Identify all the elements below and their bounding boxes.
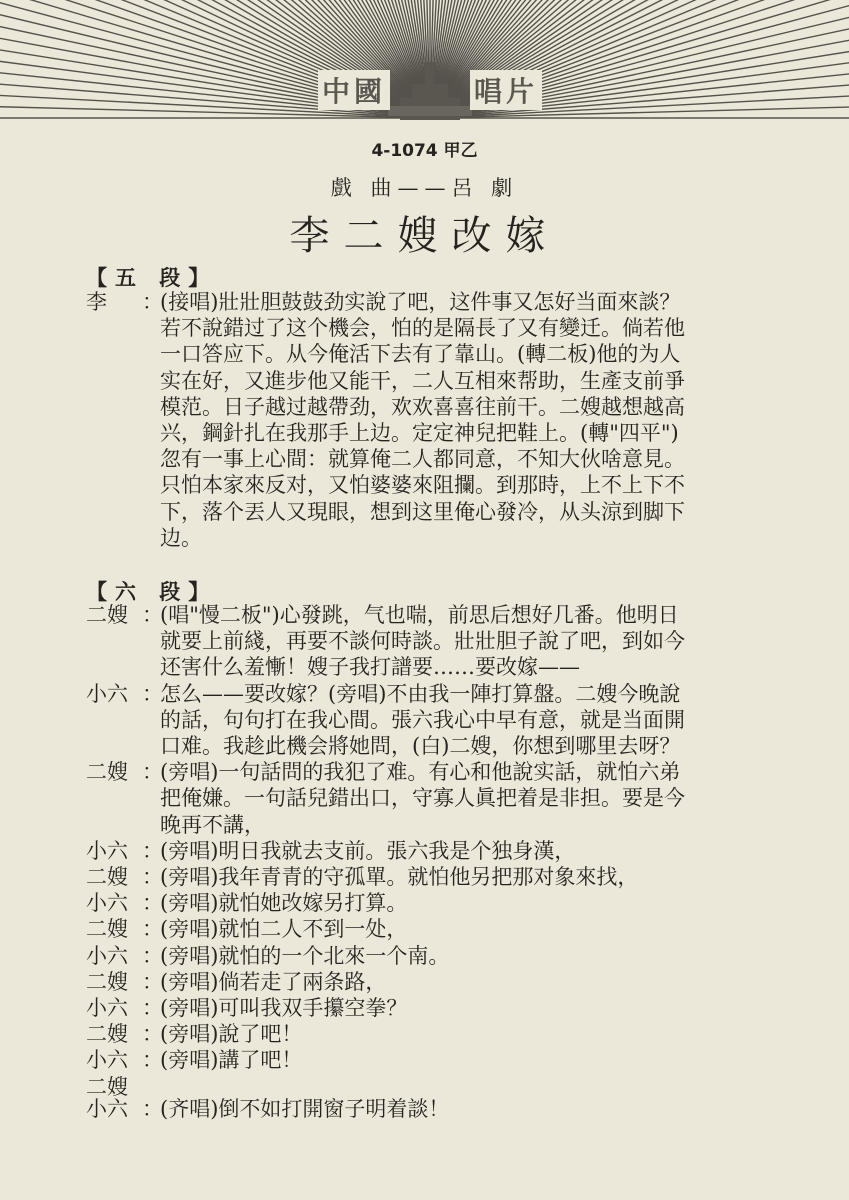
final-speaker-bottom: 小六 [86, 1097, 128, 1121]
lyric-text: (旁唱)可叫我双手攥空拳？ [160, 996, 408, 1020]
section-5-heading: 【五 段】 [86, 265, 218, 290]
speaker-label: 二嫂 [86, 760, 128, 785]
lyric-text: 的話，句句打在我心間。張六我心中早有意，就是当面開 [160, 707, 685, 732]
speaker-label: 二嫂 [86, 865, 128, 889]
lyric-text: (旁唱)就怕二人不到一处， [160, 917, 408, 942]
speaker-label: 二嫂 [86, 1022, 128, 1047]
header-sunburst-banner [0, 0, 849, 130]
lyric-text: 边。 [160, 525, 202, 550]
lyric-text: 模范。日子越过越帶劲，欢欢喜喜往前干。二嫂越想越高 [160, 394, 685, 419]
lyric-text: (旁唱)講了吧！ [160, 1048, 303, 1073]
lyric-text: 还害什么羞慚！嫂子我打譜要……要改嫁—— [160, 655, 580, 680]
speaker-label: 二嫂 [86, 603, 128, 627]
colon-mark: ： [142, 290, 163, 314]
lyric-line [0, 1045, 849, 1075]
speaker-label: 二嫂 [86, 969, 128, 994]
colon-mark: ： [142, 603, 163, 627]
brand-logo-left: 中國 [318, 70, 390, 110]
colon-mark: ： [142, 865, 163, 889]
speaker-label: 小六 [86, 681, 128, 706]
final-colon: ： [142, 1097, 163, 1121]
lyric-text: (唱"慢二板")心發跳，气也喘，前思后想好几番。他明日 [160, 603, 679, 627]
lyric-text: (旁唱)倘若走了兩条路， [160, 969, 387, 994]
lyric-text: 若不說錯过了这个機会，怕的是隔長了又有變迁。倘若他 [160, 316, 685, 341]
lyric-text: 兴，鋼針扎在我那手上边。定定神兒把鞋上。(轉"四平") [160, 421, 679, 445]
lyric-text: (旁唱)就怕的一个北來一个南。 [160, 943, 450, 968]
lyric-text: (旁唱)我年青青的守孤單。就怕他另把那对象來找， [160, 865, 639, 889]
lyric-text: 就要上前綫，再要不談何時談。壯壯胆子說了吧，到如今 [160, 629, 685, 654]
lyric-text: (旁唱)一句話問的我犯了难。有心和他說实話，就怕六弟 [160, 760, 681, 785]
colon-mark: ： [142, 943, 163, 968]
colon-mark: ： [142, 1048, 163, 1073]
lyric-text: 只怕本家來反对，又怕婆婆來阻攔。到那時，上不上下不 [160, 473, 685, 498]
final-text: (齐唱)倒不如打開窗子明着談！ [160, 1097, 450, 1121]
colon-mark: ： [142, 838, 163, 863]
colon-mark: ： [142, 917, 163, 942]
colon-mark: ： [142, 891, 163, 916]
lyric-text: (旁唱)說了吧！ [160, 1022, 303, 1047]
page-title: 李二嫂改嫁 [289, 213, 560, 259]
catalog-number: 4-1074 甲乙 [371, 141, 478, 161]
sunburst-rays-graphic [0, 0, 849, 130]
speaker-label: 小六 [86, 891, 128, 916]
lyric-text: 一口答应下。从今俺活下去有了靠山。(轉二板)他的为人 [160, 342, 681, 367]
colon-mark: ： [142, 760, 163, 785]
speaker-label: 小六 [86, 943, 128, 968]
lyric-line [0, 523, 849, 553]
colon-mark: ： [142, 996, 163, 1020]
section-6-heading: 【六 段】 [86, 579, 218, 604]
colon-mark: ： [142, 969, 163, 994]
lyric-text: (旁唱)就怕她改嫁另打算。 [160, 891, 408, 916]
speaker-label: 二嫂 [86, 917, 128, 942]
speaker-label: 李 [86, 290, 107, 314]
speaker-label: 小六 [86, 838, 128, 863]
brand-logo-right: 唱片 [470, 70, 542, 110]
lyric-text: 把俺嫌。一句話兒錯出口，守寡人眞把着是非担。要是今 [160, 786, 685, 811]
speaker-label: 小六 [86, 1048, 128, 1073]
lyric-text: 实在好，又進步他又能干，二人互相來帮助，生產支前爭 [160, 368, 685, 393]
lyric-text: 晚再不講， [160, 812, 265, 837]
speaker-label: 小六 [86, 996, 128, 1020]
colon-mark: ： [142, 681, 163, 706]
lyric-text: 口难。我趁此機会將她問，(白)二嫂，你想到哪里去呀？ [160, 734, 681, 758]
final-speaker-top: 二嫂 [86, 1075, 128, 1099]
lyric-text: 怎么——要改嫁？(旁唱)不由我一陣打算盤。二嫂今晚說 [160, 681, 681, 706]
lyric-text: (接唱)壯壯胆鼓鼓劲实說了吧，这件事又怎好当面來談？ [160, 290, 681, 314]
lyric-text: (旁唱)明日我就去支前。張六我是个独身漢， [160, 838, 576, 863]
lyric-text: 下，落个丟人又現眼，想到这里俺心發冷，从头涼到脚下 [160, 499, 685, 524]
colon-mark: ： [142, 1022, 163, 1047]
genre-subtitle: 戲 曲——呂 劇 [330, 176, 519, 200]
lyric-text: 忽有一事上心間：就算俺二人都同意，不知大伙啥意見。 [160, 447, 685, 472]
